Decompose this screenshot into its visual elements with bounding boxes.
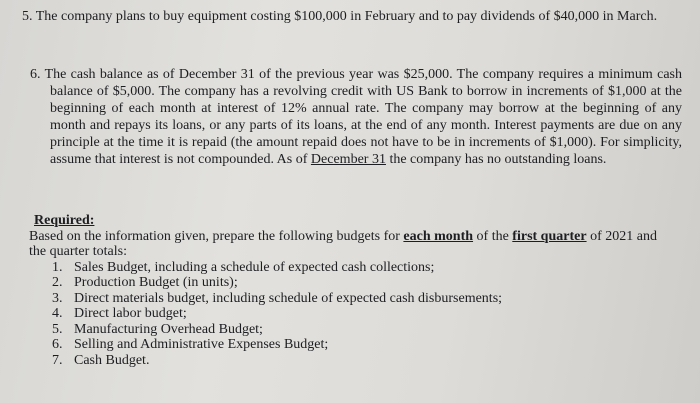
list-item-label: Production Budget (in units); <box>74 275 238 291</box>
intro-first-quarter: first quarter <box>512 228 587 244</box>
item-6-text-after: the company has no outstanding loans. <box>385 152 607 167</box>
list-item-number: 1. <box>52 259 63 275</box>
list-item-number: 4. <box>52 306 63 322</box>
list-item-label: Direct materials budget, including schedule of expected cash disbursements; <box>74 290 503 306</box>
item-5-paragraph: 5. The company plans to buy equipment costing $100,000 in February and to pay dividends of $40,000 in March. <box>22 9 658 24</box>
required-heading: Required: <box>34 213 95 228</box>
item-6-body <box>22 66 682 168</box>
item-6-paragraph <box>22 66 682 168</box>
list-item-number: 7. <box>52 353 63 369</box>
list-item-label: Sales Budget, including a schedule of expected cash collections; <box>74 259 435 275</box>
list-item <box>52 353 676 369</box>
list-item-number: 6. <box>52 337 63 353</box>
list-item-number: 2. <box>52 275 63 291</box>
item-6-text-before: 6. The cash balance as of December 31 of the previous year was $25,000. The company requires a minimum cash balance of $5,000. The company has a revolving credit with US Bank to borrow in increments of $1,000 at the beginning of each month at interest of 12% annual rate. The company may borrow at the beginning of any month and repays its loans, or any parts of its loans, at the end of any month. Interest payments are due on any principle at the time it is repaid (the amount repaid does not have to be in increments of $1,000). For simplicity, assume that interest is not compounded. As of <box>30 67 682 167</box>
intro-text-after: of 2021 and the quarter totals: <box>29 228 657 259</box>
list-item-label: Cash Budget. <box>74 353 150 369</box>
intro-text-middle: of the <box>473 228 513 244</box>
list-item <box>52 260 676 276</box>
list-item-number: 5. <box>52 321 63 337</box>
list-item <box>52 275 676 291</box>
list-item <box>52 291 676 307</box>
list-item-number: 3. <box>52 290 63 306</box>
required-intro <box>29 229 676 260</box>
list-item <box>52 322 676 338</box>
list-item-label: Selling and Administrative Expenses Budget; <box>74 337 329 353</box>
item-6-underlined-date: December 31 <box>310 152 386 167</box>
required-section <box>26 213 676 369</box>
budget-list <box>26 260 676 369</box>
list-item <box>52 337 676 353</box>
intro-each-month: each month <box>403 228 474 244</box>
intro-text-before: Based on the information given, prepare the following budgets for <box>29 228 404 244</box>
list-item-label: Manufacturing Overhead Budget; <box>74 321 263 337</box>
list-item <box>52 306 676 322</box>
list-item-label: Direct labor budget; <box>74 306 187 322</box>
